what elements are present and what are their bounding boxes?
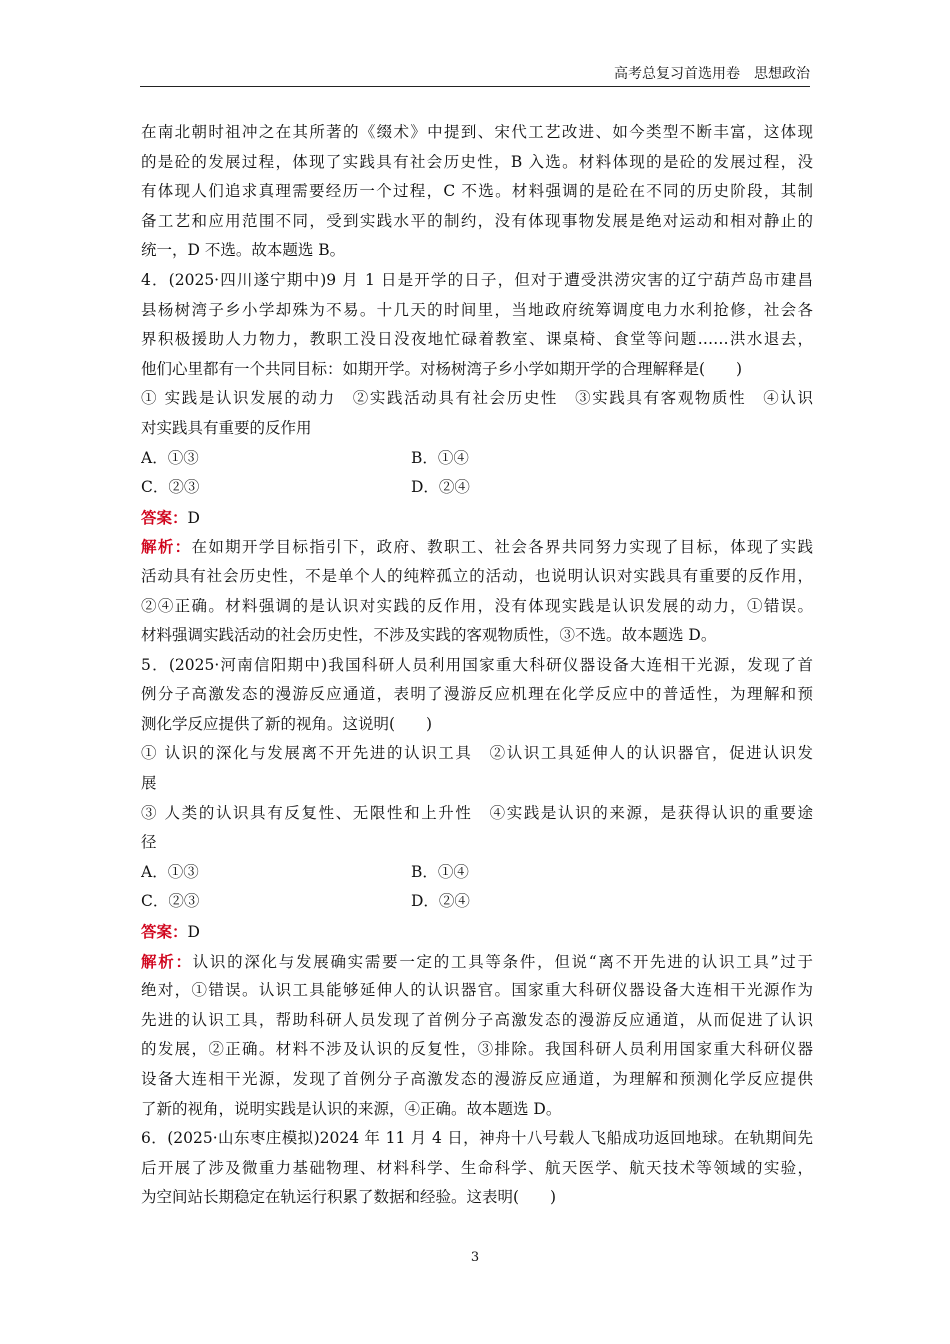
text-line: 备工艺和应用范围不同，受到实践水平的制约，没有体现事物发展是绝对运动和相对静止的	[141, 211, 813, 230]
statement-line: 对实践具有重要的反作用	[141, 418, 312, 437]
options-row	[141, 887, 813, 917]
question-stem: 后开展了涉及微重力基础物理、材料科学、生命科学、航天医学、航天技术等领域的实验，	[141, 1158, 813, 1177]
question-stem: 5．(2025·河南信阳期中)我国科研人员利用国家重大科研仪器设备大连相干光源，发现了首	[141, 655, 813, 674]
explanation-line: 材料强调实践活动的社会历史性，不涉及实践的客观物质性，③不选。故本题选 D。	[141, 626, 717, 645]
option-c: C．②③	[141, 892, 200, 911]
explanation-line: 先进的认识工具，帮助科研人员发现了首例分子高激发态的漫游反应通道，从而促进了认识	[141, 1010, 813, 1029]
question-stem: 测化学反应提供了新的视角。这说明( )	[141, 714, 433, 733]
question-6	[141, 1124, 813, 1213]
option-c: C．②③	[141, 478, 200, 497]
answer-line	[141, 917, 813, 947]
text-line: 有体现人们追求真理需要经历一个过程，C 不选。材料强调的是砼在不同的历史阶段，其制	[141, 182, 813, 201]
page-header	[140, 64, 810, 87]
text-line: 统一，D 不选。故本题选 B。	[141, 241, 346, 260]
page-number: 3	[470, 1250, 480, 1265]
answer-value: D	[187, 508, 200, 527]
explanation-line: 绝对，①错误。认识工具能够延伸人的认识器官。国家重大科研仪器设备大连相干光源作为	[141, 981, 813, 1000]
question-stem: 4．(2025·四川遂宁期中)9 月 1 日是开学的日子，但对于遭受洪涝灾害的辽宁葫芦岛市建昌	[141, 270, 813, 289]
explanation-line	[141, 947, 813, 977]
question-stem: 6．(2025·山东枣庄模拟)2024 年 11 月 4 日，神舟十八号载人飞船成功返回地球。在轨期间先	[141, 1129, 813, 1148]
explanation-line: 的发展，②正确。材料不涉及认识的反复性，③排除。我国科研人员利用国家重大科研仪器	[141, 1040, 813, 1059]
answer-label: 答案：	[141, 507, 188, 527]
answer-line	[141, 503, 813, 533]
page-content	[141, 118, 813, 1213]
statement-line: ③ 人类的认识具有反复性、无限性和上升性 ④实践是认识的来源，是获得认识的重要途	[141, 803, 813, 822]
option-a: A．①③	[141, 448, 199, 467]
options-row	[141, 444, 813, 474]
explanation-line	[141, 532, 813, 562]
options-row	[141, 858, 813, 888]
statement-line: 展	[141, 774, 157, 793]
question-stem: 界积极援助人力物力，教职工没日没夜地忙碌着教室、课桌椅、食堂等问题……洪水退去，	[141, 330, 813, 349]
answer-label: 答案：	[141, 922, 188, 942]
question-stem: 例分子高激发态的漫游反应通道，表明了漫游反应机理在化学反应中的普适性，为理解和预	[141, 685, 813, 704]
explanation-text: 认识的深化与发展确实需要一定的工具等条件，但说“离不开先进的认识工具”过于	[192, 952, 813, 971]
question-4	[141, 266, 813, 651]
text-line: 在南北朝时祖冲之在其所著的《缀术》中提到、宋代工艺改进、如今类型不断丰富，这体现	[141, 123, 813, 141]
header-title: 高考总复习首选用卷 思想政治	[614, 66, 810, 82]
explanation-line: 活动具有社会历史性，不是单个人的纯粹孤立的活动，也说明认识对实践具有重要的反作用，	[141, 566, 813, 585]
option-b: B．①④	[411, 448, 469, 467]
answer-value: D	[187, 923, 200, 942]
explanation-line: 设备大连相干光源，发现了首例分子高激发态的漫游反应通道，为理解和预测化学反应提供	[141, 1070, 813, 1088]
question-5	[141, 651, 813, 1125]
explanation-label: 解析：	[141, 951, 193, 971]
option-d: D．②④	[411, 478, 470, 497]
explanation-line: ②④正确。材料强调的是认识对实践的反作用，没有体现实践是认识发展的动力，①错误。	[141, 596, 813, 615]
question-stem: 为空间站长期稳定在轨运行积累了数据和经验。这表明( )	[141, 1188, 557, 1207]
option-b: B．①④	[411, 862, 469, 881]
explanation-line: 了新的视角，说明实践是认识的来源，④正确。故本题选 D。	[141, 1099, 562, 1118]
options-row	[141, 473, 813, 503]
statement-line: ① 实践是认识发展的动力 ②实践活动具有社会历史性 ③实践具有客观物质性 ④认识	[141, 389, 813, 408]
option-a: A．①③	[141, 862, 199, 881]
statement-line: ① 认识的深化与发展离不开先进的认识工具 ②认识工具延伸人的认识器官，促进认识发	[141, 744, 813, 763]
question-stem: 他们心里都有一个共同目标：如期开学。对杨树湾子乡小学如期开学的合理解释是( )	[141, 359, 743, 378]
explanation-text: 在如期开学目标指引下，政府、教职工、社会各界共同努力实现了目标，体现了实践	[191, 538, 813, 557]
question-stem: 县杨树湾子乡小学却殊为不易。十几天的时间里，当地政府统筹调度电力水利抢修，社会各	[141, 300, 813, 319]
option-d: D．②④	[411, 892, 470, 911]
explanation-label: 解析：	[141, 537, 192, 557]
statement-line: 径	[141, 833, 157, 852]
text-line: 的是砼的发展过程，体现了实践具有社会历史性，B 入选。材料体现的是砼的发展过程，没	[141, 152, 813, 171]
